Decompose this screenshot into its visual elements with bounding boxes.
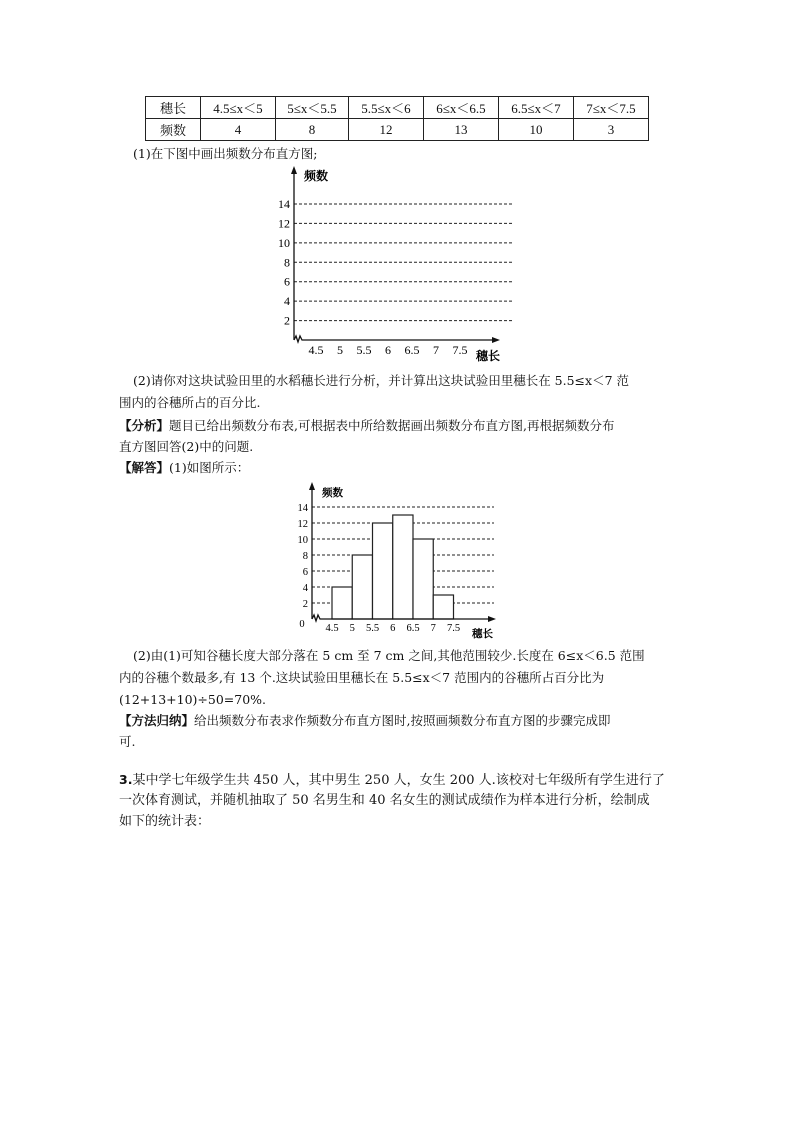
table-cell: 10 [499, 119, 574, 141]
question-3-text: 某中学七年级学生共 450 人，其中男生 250 人，女生 200 人.该校对七年级所有学生进行了 [132, 773, 665, 788]
method-line-2: 可. [119, 734, 136, 749]
table-cell: 12 [349, 119, 424, 141]
method-line-1 [119, 711, 611, 730]
x-tick-label: 5.5 [365, 623, 380, 634]
analysis-tag: 【分析】 [119, 418, 170, 433]
x-tick-label: 6.5 [406, 623, 420, 634]
frequency-table [145, 96, 649, 141]
histogram-bar [332, 587, 352, 619]
analysis-line-2: 直方图回答(2)中的问题. [119, 439, 254, 454]
y-tick-label: 6 [302, 567, 308, 578]
x-tick-label: 7.5 [446, 623, 461, 634]
histogram-bar [433, 595, 453, 619]
table-cell: 7≤x＜7.5 [574, 97, 649, 119]
table-row [146, 119, 649, 141]
y-tick-label: 14 [278, 197, 290, 211]
answer-2-line-3: (12+13+10)÷50=70%. [119, 692, 267, 707]
x-tick-label: 4.5 [325, 623, 339, 634]
answer-text: (1)如图所示： [169, 460, 250, 475]
x-axis-title: 穗长 [472, 628, 493, 640]
x-axis [294, 336, 492, 342]
histogram-bar [393, 515, 413, 619]
x-axis-arrow [488, 616, 496, 622]
question-3-line-2: 一次体育测试，并随机抽取了 50 名男生和 40 名女生的测试成绩作为样本进行分析，绘制成 [119, 793, 650, 808]
y-axis-title: 频数 [304, 169, 329, 183]
blank-histogram-chart [270, 162, 530, 367]
histogram-bar [352, 555, 372, 619]
y-tick-label: 8 [284, 255, 290, 270]
x-tick-label: 7.5 [452, 343, 468, 357]
question-3-number: 3. [119, 772, 133, 787]
x-axis-arrow [492, 337, 500, 343]
table-cell: 3 [574, 119, 649, 141]
x-tick-label: 5.5 [356, 343, 372, 357]
table-cell: 8 [276, 119, 349, 141]
y-axis-arrow [291, 166, 297, 174]
origin-label: 0 [299, 619, 305, 630]
y-tick-label: 12 [297, 519, 308, 530]
question-3-line-1 [119, 770, 665, 790]
analysis-line-1 [119, 416, 614, 435]
y-tick-label: 12 [278, 216, 290, 231]
x-tick-label: 7 [430, 623, 436, 634]
question-2-line-1: (2)请你对这块试验田里的水稻穗长进行分析，并计算出这块试验田里穗长在 5.5≤x＜7 范 [133, 373, 630, 388]
x-tick-label: 6 [385, 343, 391, 357]
y-tick-label: 8 [302, 551, 308, 562]
histogram-bar [373, 523, 393, 619]
y-axis-title: 频数 [322, 487, 343, 499]
answer-histogram-chart [288, 478, 508, 643]
y-tick-label: 10 [297, 535, 308, 546]
method-tag: 【方法归纳】 [119, 713, 195, 728]
y-tick-label: 6 [284, 274, 290, 289]
y-tick-label: 2 [302, 599, 308, 610]
x-tick-label: 4.5 [308, 343, 324, 357]
analysis-text: 题目已给出频数分布表,可根据表中所给数据画出频数分布直方图,再根据频数分布 [169, 418, 615, 433]
table-cell: 6.5≤x＜7 [499, 97, 574, 119]
answer-2-line-1: (2)由(1)可知谷穗长度大部分落在 5 cm 至 7 cm 之间,其他范围较少.长度在 6≤x＜6.5 范围 [133, 648, 645, 663]
x-tick-label: 6.5 [404, 343, 420, 357]
y-tick-label: 4 [284, 294, 290, 309]
table-header-cell: 穗长 [146, 97, 201, 119]
x-tick-label: 5 [349, 623, 355, 634]
y-tick-label: 10 [278, 235, 290, 250]
table-cell: 6≤x＜6.5 [424, 97, 499, 119]
question-1-text: (1)在下图中画出频数分布直方图; [133, 146, 318, 161]
answer-tag: 【解答】 [119, 460, 170, 475]
method-text: 给出频数分布表求作频数分布直方图时,按照画频数分布直方图的步骤完成即 [194, 713, 611, 728]
table-cell: 4.5≤x＜5 [201, 97, 276, 119]
table-cell: 4 [201, 119, 276, 141]
question-2-line-2: 围内的谷穗所占的百分比. [119, 395, 261, 410]
table-cell: 5.5≤x＜6 [349, 97, 424, 119]
table-cell: 13 [424, 119, 499, 141]
x-axis-title: 穗长 [476, 349, 501, 363]
x-tick-label: 5 [337, 343, 343, 357]
table-header-cell: 频数 [146, 119, 201, 141]
x-tick-label: 6 [390, 623, 396, 634]
answer-2-line-2: 内的谷穗个数最多,有 13 个.这块试验田里穗长在 5.5≤x＜7 范围内的谷穗所占百分比为 [119, 670, 605, 685]
answer-line-1 [119, 458, 249, 477]
question-3-line-3: 如下的统计表： [119, 814, 211, 829]
x-tick-label: 7 [433, 343, 439, 357]
table-cell: 5≤x＜5.5 [276, 97, 349, 119]
y-tick-label: 4 [302, 583, 308, 594]
y-tick-label: 14 [297, 503, 308, 514]
y-tick-label: 2 [284, 313, 290, 328]
table-row [146, 97, 649, 119]
histogram-bar [413, 539, 433, 619]
y-axis-arrow [309, 482, 315, 490]
